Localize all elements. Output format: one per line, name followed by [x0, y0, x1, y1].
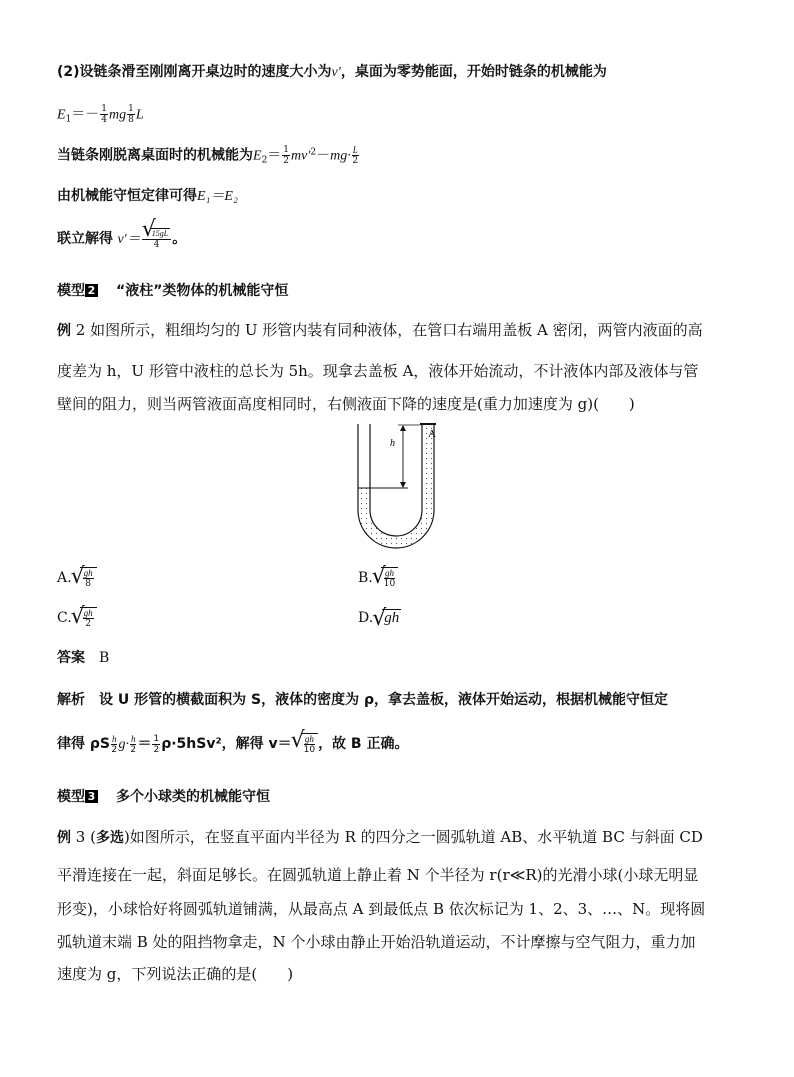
h-label: h	[390, 438, 395, 449]
example-2-line-3: 壁间的阻力，则当两管液面高度相同时，右侧液面下降的速度是(重力加速度为 g)( )	[57, 395, 635, 413]
analysis-line-2: 律得 ρS $\frac{h}{2}$ g· $\frac{h}{2}$ ＝ $\frac{1}{2}$ ρ·5hSv²，解得 v＝ √ $\frac{gh}{10}$ ，故 B 正确。	[57, 733, 408, 755]
u-tube-figure	[340, 422, 450, 552]
example-3-line-4: 弧轨道末端 B 处的阻挡物拿走，N 个小球由静止开始沿轨道运动，不计摩擦与空气阻力，重力加	[57, 933, 696, 951]
model-3-heading: 模型 3 多个小球类的机械能守恒	[57, 789, 270, 805]
analysis-line-1: 解析 设 U 形管的横截面积为 S，液体的密度为 ρ，拿去盖板，液体开始运动，根据机械能守恒定	[57, 692, 668, 708]
example-2-line-2: 度差为 h，U 形管中液柱的总长为 5h。现拿去盖板 A，液体开始流动，不计液体内部及液体与管	[57, 362, 699, 380]
a-label: A	[428, 428, 436, 440]
solution-line-1: (2)设链条滑至刚刚离开桌边时的速度大小为v′，桌面为零势能面，开始时链条的机械能为	[57, 64, 607, 80]
example-3-line-3: 形变)，小球恰好将圆弧轨道铺满，从最高点 A 到最低点 B 依次标记为 1、2、3、…、N。现将圆	[57, 900, 706, 918]
example-3-line-2: 平滑连接在一起，斜面足够长。在圆弧轨道上静止着 N 个半径为 r(r≪R)的光滑小球(小球无明显	[57, 866, 699, 884]
option-a[interactable]: A. √ $\frac{gh}{8}$	[57, 567, 97, 589]
solve-line: 联立解得 v′＝ √ $\frac{15gL}{4}$ 。	[57, 228, 186, 250]
option-b[interactable]: B. √ $\frac{gh}{10}$	[358, 567, 398, 589]
liquid-fill	[358, 425, 434, 548]
formula-e1: $E_1=-$ $\frac{1}{4}$ mg $\frac{1}{8}$ L	[57, 104, 144, 125]
answer-line: 答案 B	[57, 650, 110, 666]
option-c[interactable]: C. √ $\frac{gh}{2}$	[57, 607, 97, 629]
model-number-badge: 2	[85, 284, 98, 297]
tube-inner	[370, 424, 422, 536]
option-d[interactable]: D.√ gh	[358, 609, 401, 627]
example-3-line-5: 速度为 g，下列说法正确的是( )	[57, 965, 294, 983]
model-2-heading: 模型 2 “液柱”类物体的机械能守恒	[57, 283, 289, 299]
model-number-badge: 3	[85, 790, 98, 803]
formula-e2: 当链条刚脱离桌面时的机械能为$E_2=$ $\frac{1}{2}$ $mv'^2-mg\cdot$ $\frac{L}{2}$	[57, 145, 359, 166]
example-2-line-1: 例 2 如图所示，粗细均匀的 U 形管内装有同种液体，在管口右端用盖板 A 密闭，两管内液面的高	[57, 321, 703, 339]
conservation-line: 由机械能守恒定律可得E₁＝E₂	[57, 188, 238, 204]
example-3-line-1: 例 3 (多选)如图所示，在竖直平面内半径为 R 的四分之一圆弧轨道 AB、水平轨道 BC 与斜面 CD	[57, 828, 703, 846]
